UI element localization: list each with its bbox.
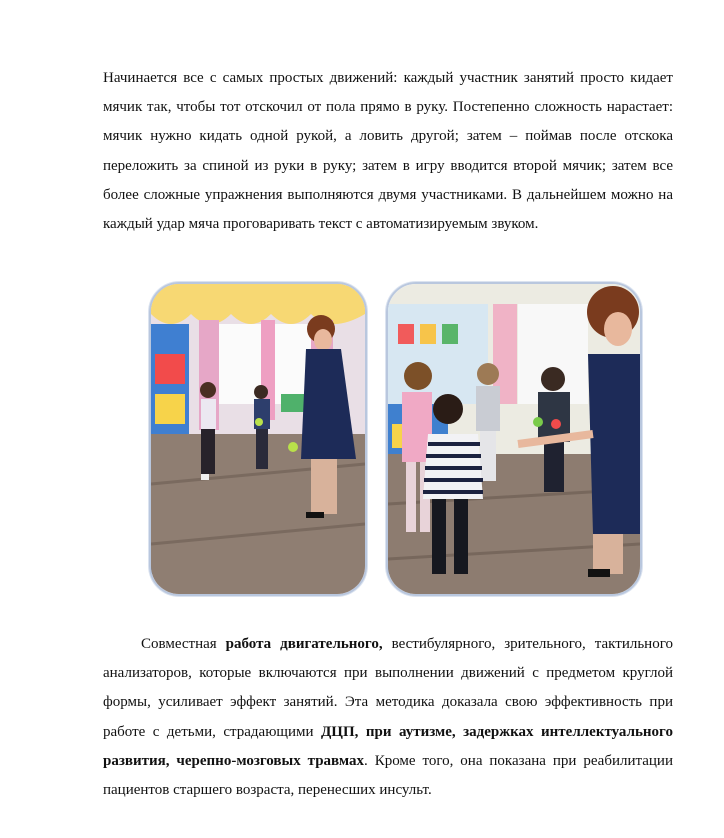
p2-bold-2: ДЦП, при аутизме, задержках интеллектуального развития, черепно-мозговых травмах	[103, 723, 673, 769]
paragraph-method-effect	[103, 630, 673, 805]
photo-children-ball-exercise-2	[386, 282, 642, 596]
p2-bold-1: работа двигательного,	[225, 636, 383, 652]
p2-text-1: Совместная	[141, 636, 226, 652]
p2-text-3: . Кроме того, она показана при реабилитации пациентов старшего возраста, перенесших инсульт.	[103, 752, 673, 799]
p2-text-2: вестибулярного, зрительного, тактильного анализаторов, которые включаются при выполнении движений с предметом круглой формы, усиливает эффект занятий. Эта методика доказала свою эффективность при работе с детьми, страдающими	[103, 636, 673, 740]
paragraph-intro: Начинается все с самых простых движений: каждый участник занятий просто кидает мячик так, чтобы тот отскочил от пола прямо в руку. Постепенно сложность нарастает: мячик нужно кидать одной рукой, а ловить другой; затем – поймав после отскока переложить за спиной из руки в руку; затем в игру вводится второй мячик; затем все более сложные упражнения выполняются двумя участниками. В дальнейшем можно на каждый удар мяча проговаривать текст с автоматизируемым звуком.	[103, 70, 673, 233]
photo-children-ball-exercise-1	[149, 282, 367, 596]
